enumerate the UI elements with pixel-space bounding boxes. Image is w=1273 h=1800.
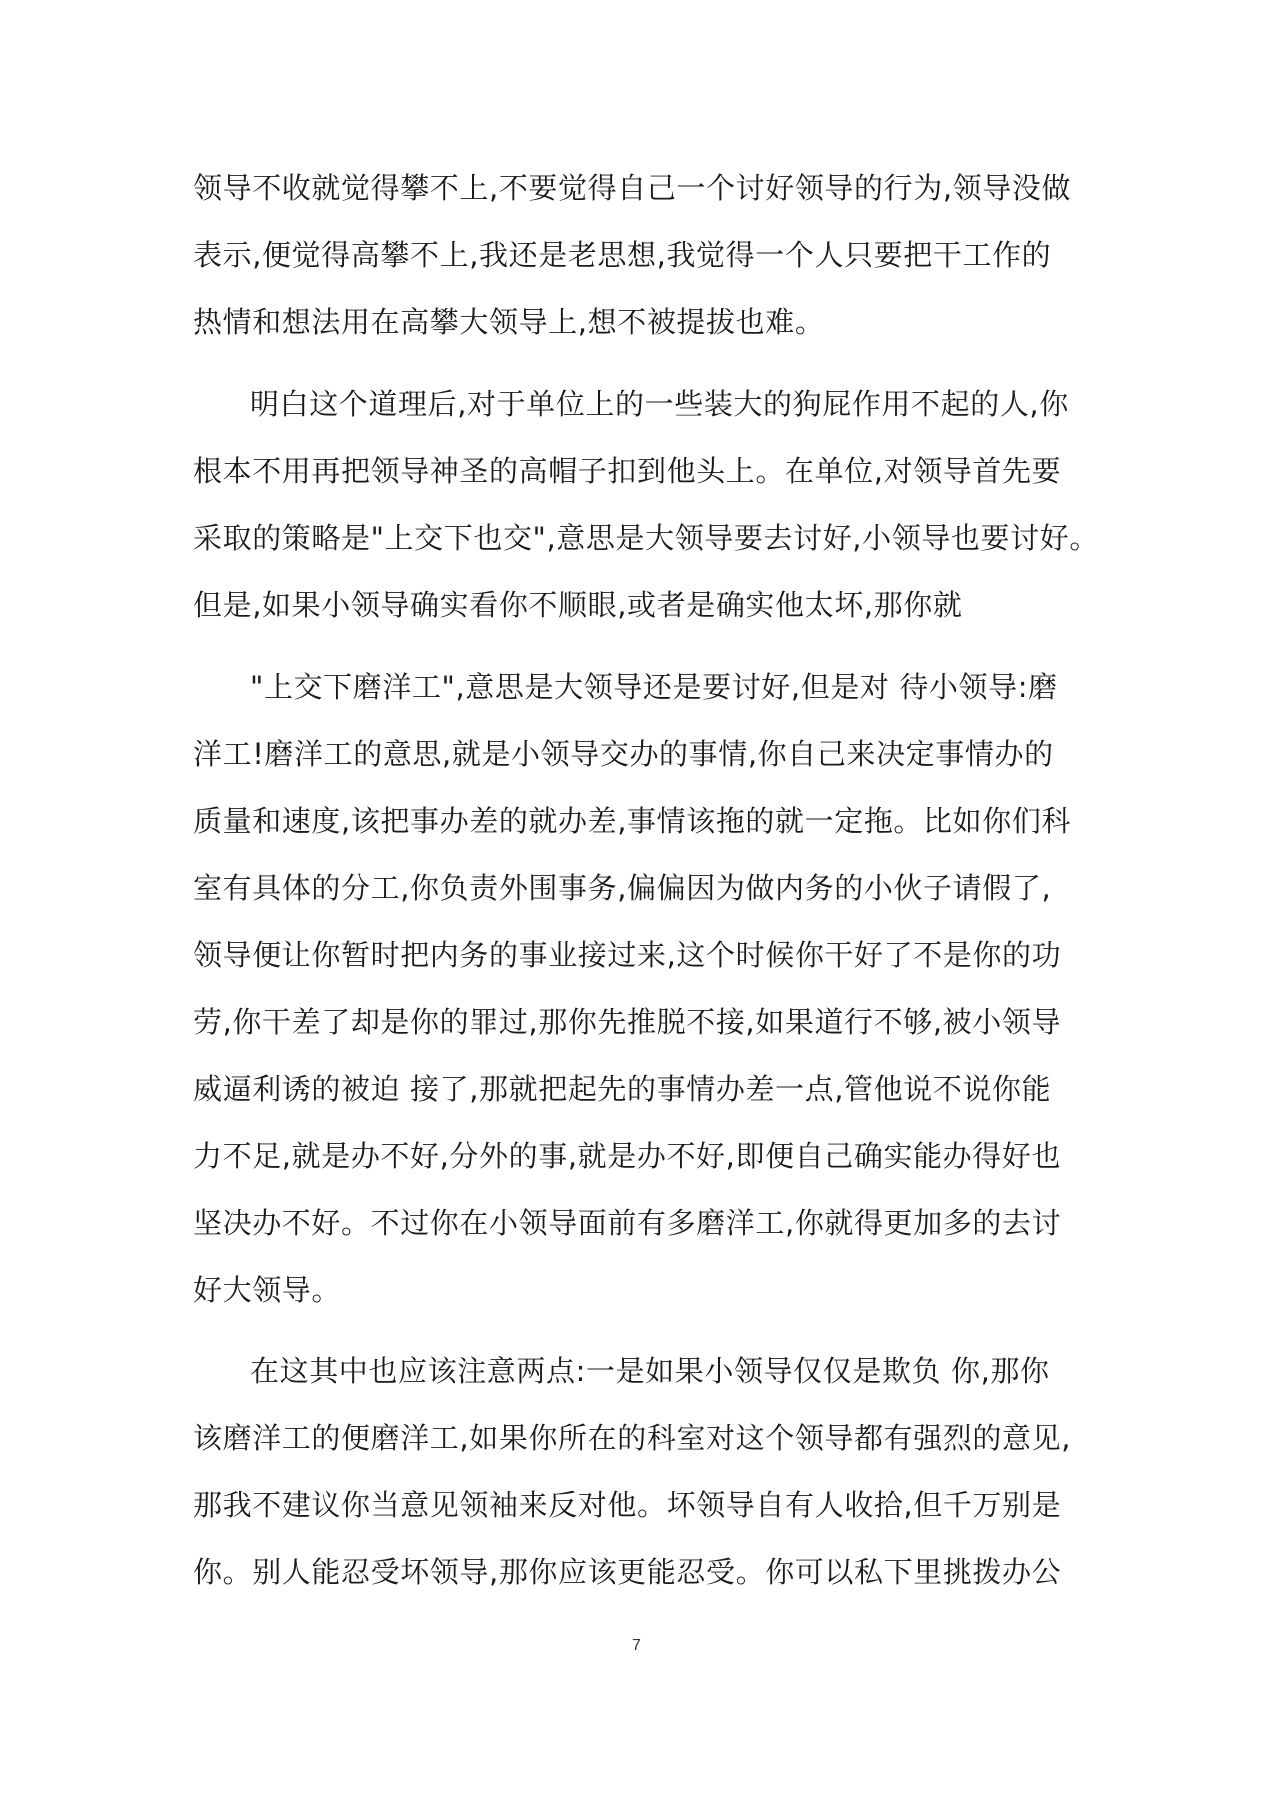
- body-text-line: 那我不建议你当意见领袖来反对他。坏领导自有人收拾,但千万别是: [193, 1488, 1062, 1522]
- body-text-line: 力不足,就是办不好,分外的事,就是办不好,即便自己确实能办得好也: [193, 1139, 1062, 1173]
- body-text-line: 坚决办不好。不过你在小领导面前有多磨洋工,你就得更加多的去讨: [193, 1206, 1062, 1240]
- body-text-line: 采取的策略是"上交下也交",意思是大领导要去讨好,小领导也要讨好。: [193, 521, 1099, 555]
- body-text-line: 质量和速度,该把事办差的就办差,事情该拖的就一定拖。比如你们科: [193, 804, 1072, 838]
- body-text-line: 你。别人能忍受坏领导,那你应该更能忍受。你可以私下里挑拨办公: [193, 1555, 1062, 1589]
- body-text-line: 但是,如果小领导确实看你不顺眼,或者是确实他太坏,那你就: [193, 588, 963, 622]
- body-text-line: 根本不用再把领导神圣的高帽子扣到他头上。在单位,对领导首先要: [193, 454, 1062, 488]
- body-text-line: 劳,你干差了却是你的罪过,那你先推脱不接,如果道行不够,被小领导: [193, 1005, 1062, 1039]
- body-text-line: 领导不收就觉得攀不上,不要觉得自己一个讨好领导的行为,领导没做: [193, 171, 1072, 205]
- page-number: 7: [632, 1637, 641, 1654]
- body-text-line: 明白这个道理后,对于单位上的一些装大的狗屁作用不起的人,你: [250, 387, 1069, 421]
- body-text-line: 领导便让你暂时把内务的事业接过来,这个时候你干好了不是你的功: [193, 938, 1062, 972]
- body-text-line: 该磨洋工的便磨洋工,如果你所在的科室对这个领导都有强烈的意见,: [193, 1421, 1072, 1455]
- body-text-line: 表示,便觉得高攀不上,我还是老思想,我觉得一个人只要把干工作的: [193, 238, 1052, 272]
- body-text-line: 热情和想法用在高攀大领导上,想不被提拔也难。: [193, 305, 825, 339]
- body-text-line: 室有具体的分工,你负责外围事务,偏偏因为做内务的小伙子请假了,: [193, 871, 1052, 905]
- body-text-line: "上交下磨洋工",意思是大领导还是要讨好,但是对 待小领导:磨: [250, 670, 1058, 704]
- body-text-line: 好大领导。: [193, 1273, 342, 1307]
- body-text-line: 洋工!磨洋工的意思,就是小领导交办的事情,你自己来决定事情办的: [193, 737, 1054, 771]
- body-text-line: 威逼利诱的被迫 接了,那就把起先的事情办差一点,管他说不说你能: [193, 1072, 1052, 1106]
- body-text-line: 在这其中也应该注意两点:一是如果小领导仅仅是欺负 你,那你: [250, 1354, 1050, 1388]
